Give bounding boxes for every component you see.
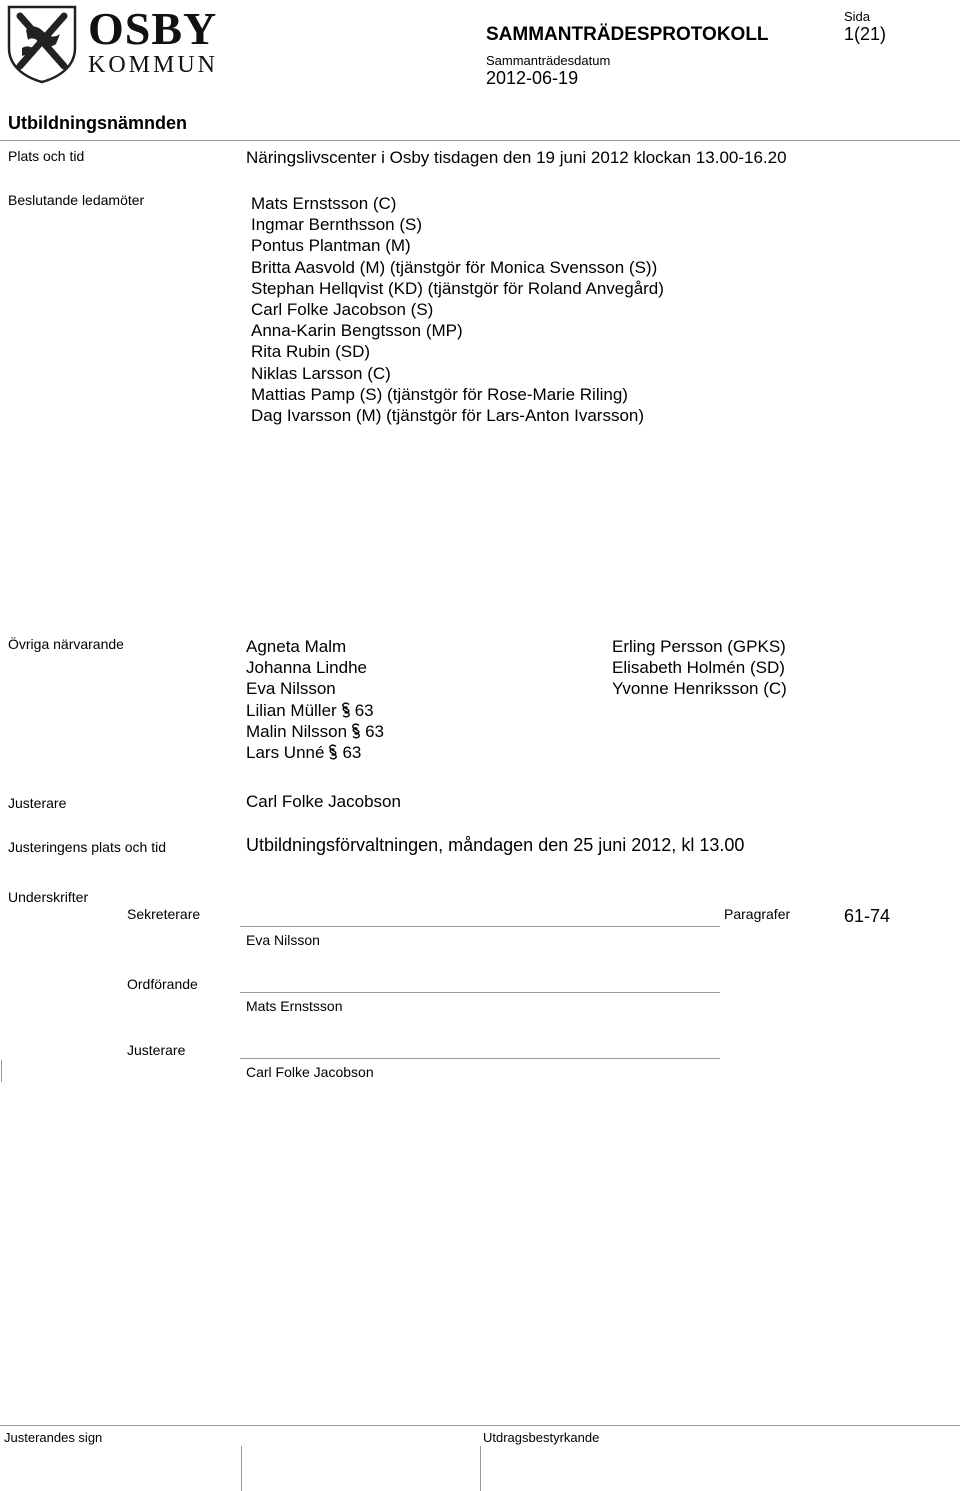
chair-signature-line xyxy=(240,992,720,993)
footer-divider xyxy=(0,1425,960,1426)
chair-name: Mats Ernstsson xyxy=(246,998,343,1014)
attendee-name: Agneta Malm xyxy=(246,637,347,656)
attendee-paragraph: 63 xyxy=(342,743,362,763)
attendee-item: Erling Persson (GPKS) xyxy=(612,637,786,656)
extract-certification-label: Utdragsbestyrkande xyxy=(483,1430,600,1445)
member-item: Stephan Hellqvist (KD) (tjänstgör för Roland Anvegård) xyxy=(251,278,664,298)
attendee-item xyxy=(246,657,384,678)
member-item: Mattias Pamp (S) (tjänstgör för Rose-Marie Riling) xyxy=(251,384,628,404)
footer-column-divider xyxy=(241,1446,242,1491)
signatures-label: Underskrifter xyxy=(8,889,89,905)
place-time-label: Plats och tid xyxy=(8,148,85,164)
adjuster-signature-line xyxy=(240,1058,720,1059)
others-label: Övriga närvarande xyxy=(8,636,124,652)
others-col1 xyxy=(246,636,384,763)
paragraphs-value: 61-74 xyxy=(844,906,891,926)
secretary-signature-line xyxy=(240,926,720,927)
secretary-name: Eva Nilsson xyxy=(246,932,320,948)
osby-coat-of-arms-icon xyxy=(6,4,78,84)
logo-kommun-text: KOMMUN xyxy=(88,52,219,78)
meeting-date-label: Sammanträdesdatum xyxy=(486,53,611,68)
section-sign-icon xyxy=(327,744,339,760)
adjusters-sign-label: Justerandes sign xyxy=(4,1430,103,1445)
member-item: Dag Ivarsson (M) (tjänstgör för Lars-Anton Ivarsson) xyxy=(251,406,645,426)
member-item: Niklas Larsson (C) xyxy=(251,363,391,383)
sign-adjuster-name: Carl Folke Jacobson xyxy=(246,1064,374,1080)
member-item: Rita Rubin (SD) xyxy=(251,342,371,362)
adjuster-label: Justerare xyxy=(8,795,67,811)
member-item: Britta Aasvold (M) (tjänstgör för Monica Svensson (S)) xyxy=(251,257,658,277)
chair-label: Ordförande xyxy=(127,976,198,992)
document-title: SAMMANTRÄDESPROTOKOLL xyxy=(486,24,769,45)
place-time-value: Näringslivscenter i Osby tisdagen den 19 juni 2012 klockan 13.00-16.20 xyxy=(246,148,787,167)
members-list xyxy=(251,193,664,426)
attendee-item xyxy=(246,742,384,763)
secretary-label: Sekreterare xyxy=(127,906,201,922)
logo-osby-text: OSBY xyxy=(88,3,218,54)
attendee-name: Johanna Lindhe xyxy=(246,658,368,678)
attendee-name: Lars Unné xyxy=(246,743,325,763)
sign-adjuster-label: Justerare xyxy=(127,1042,186,1058)
attendee-item xyxy=(246,700,384,721)
logo-wordmark xyxy=(88,3,219,78)
attendee-paragraph: 63 xyxy=(365,721,385,741)
paragraphs-label: Paragrafer xyxy=(724,906,791,922)
page-label: Sida xyxy=(844,9,871,24)
meeting-date: 2012-06-19 xyxy=(486,68,579,88)
attendee-item xyxy=(246,721,384,742)
adjuster-value: Carl Folke Jacobson xyxy=(246,792,401,811)
header-divider xyxy=(0,140,960,141)
member-item: Mats Ernstsson (C) xyxy=(251,194,397,213)
members-label: Beslutande ledamöter xyxy=(8,192,145,208)
attendee-item xyxy=(246,678,384,699)
attendee-paragraph: 63 xyxy=(354,700,374,720)
member-item: Pontus Plantman (M) xyxy=(251,236,411,256)
attendee-item xyxy=(246,636,384,657)
attendee-name: Eva Nilsson xyxy=(246,679,336,699)
adjust-place-label: Justeringens plats och tid xyxy=(8,839,166,855)
footer-column-divider xyxy=(480,1446,481,1491)
member-item: Anna-Karin Bengtsson (MP) xyxy=(251,321,463,341)
section-sign-icon xyxy=(340,702,352,718)
attendee-item: Elisabeth Holmén (SD) xyxy=(612,658,785,678)
member-item: Carl Folke Jacobson (S) xyxy=(251,300,434,320)
attendee-item: Yvonne Henriksson (C) xyxy=(612,679,787,699)
member-item: Ingmar Bernthsson (S) xyxy=(251,215,423,235)
attendee-name: Lilian Müller xyxy=(246,700,337,720)
others-col2 xyxy=(612,636,787,700)
page-number: 1(21) xyxy=(844,24,887,44)
attendee-name: Malin Nilsson xyxy=(246,721,348,741)
signature-block-edge xyxy=(1,1060,2,1082)
section-sign-icon xyxy=(350,723,362,739)
committee-name: Utbildningsnämnden xyxy=(8,113,187,133)
adjust-place-value: Utbildningsförvaltningen, måndagen den 25 juni 2012, kl 13.00 xyxy=(246,835,745,855)
